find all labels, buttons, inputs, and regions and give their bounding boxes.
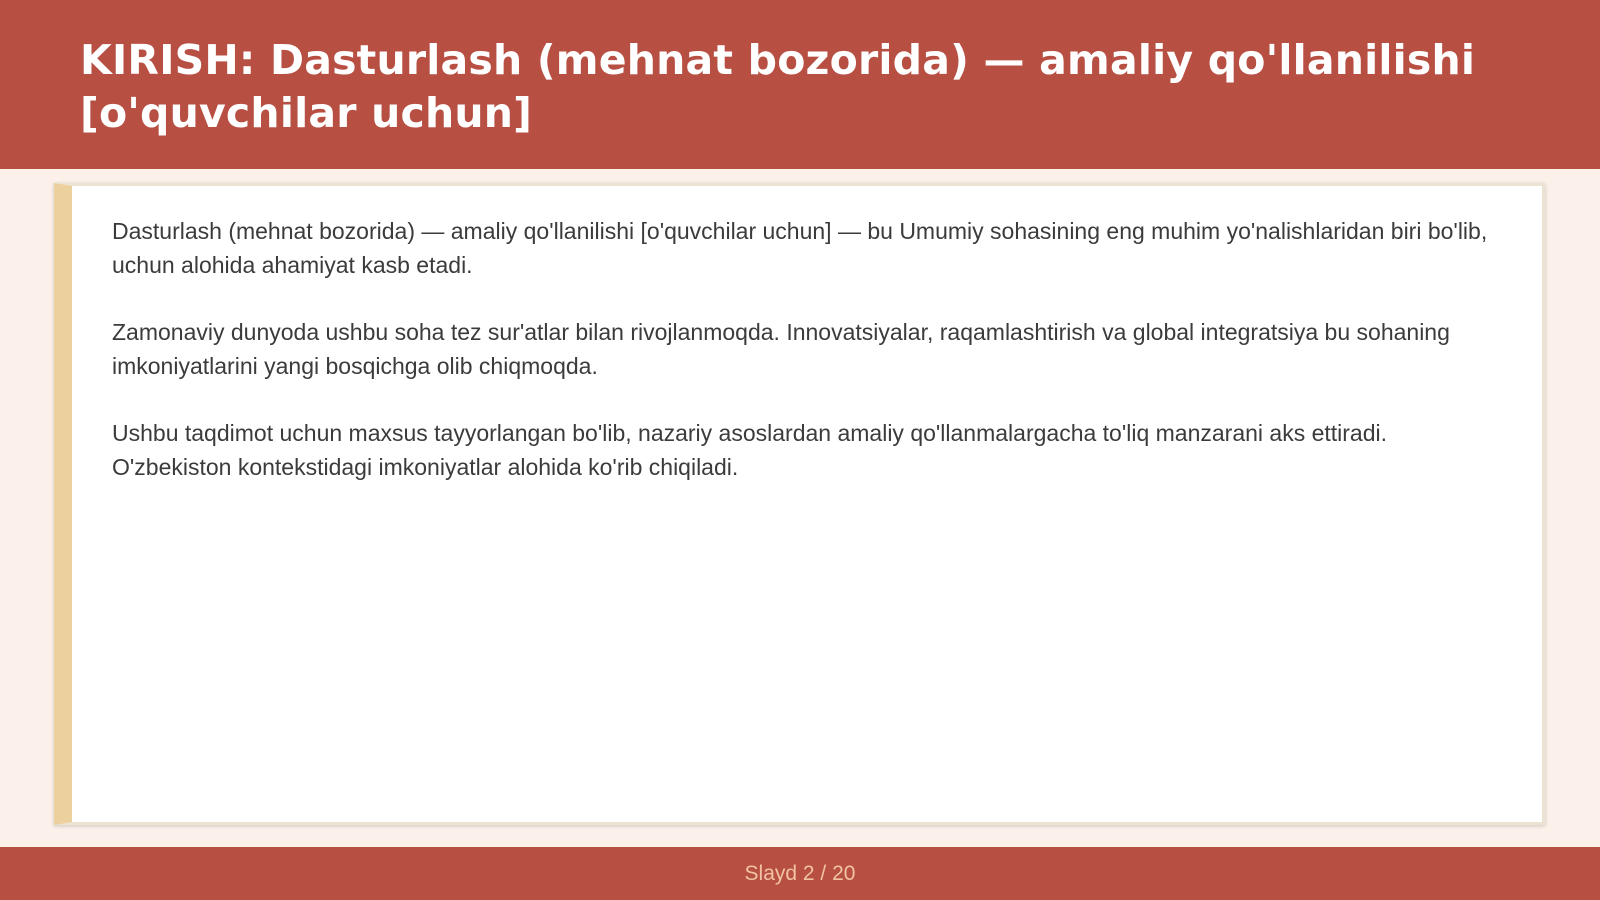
intro-paragraph: Dasturlash (mehnat bozorida) — amaliy qo'llanilishi [o'quvchilar uchun] — bu Umumiy sohasining eng muhim yo'nalishlaridan biri bo'lib, uchun alohida ahamiyat kasb etadi. (112, 218, 1488, 278)
content-body (112, 214, 1497, 517)
presentation-purpose-paragraph: Ushbu taqdimot uchun maxsus tayyorlangan bo'lib, nazariy asoslardan amaliy qo'llanmalargacha to'liq manzarani aks ettiradi. O'zbekiston kontekstidagi imkoniyatlar alohida ko'rib chiqiladi. (112, 420, 1388, 480)
slide-footer (0, 847, 1600, 900)
modern-world-paragraph: Zamonaviy dunyoda ushbu soha tez sur'atlar bilan rivojlanmoqda. Innovatsiyalar, raqamlashtirish va global integratsiya bu sohaning imkoniyatlarini yangi bosqichga olib chiqmoqda. (112, 319, 1450, 379)
slide-title: KIRISH: Dasturlash (mehnat bozorida) — amaliy qo'llanilishi [o'quvchilar uchun] (80, 36, 1476, 137)
content-card (54, 183, 1545, 825)
slide-header (0, 0, 1600, 169)
slide-number: Slayd 2 / 20 (744, 862, 856, 885)
